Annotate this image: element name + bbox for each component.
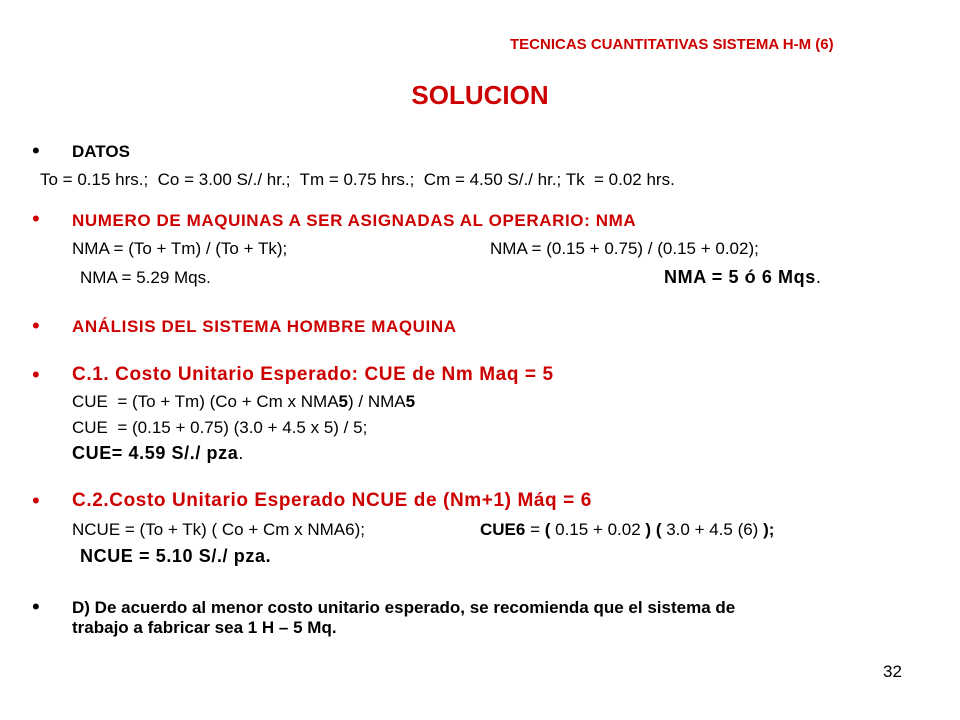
c1-formula-part: 5 — [405, 392, 416, 411]
bullet-icon: • — [32, 362, 40, 387]
bullet-icon: • — [32, 488, 40, 513]
datos-values: To = 0.15 hrs.; Co = 3.00 S/./ hr.; Tm = 0.75 hrs.; Cm = 4.50 S/./ hr.; Tk = 0.02 hrs. — [40, 170, 675, 189]
nma-heading: NUMERO DE MAQUINAS A SER ASIGNADAS AL OPERARIO: NMA — [72, 211, 637, 230]
c1-substitution: CUE = (0.15 + 0.75) (3.0 + 4.5 x 5) / 5; — [72, 418, 368, 437]
page-number: 32 — [883, 662, 902, 681]
c2-heading: C.2.Costo Unitario Esperado NCUE de (Nm+1) Máq = 6 — [72, 490, 592, 511]
c1-formula-part: 5 — [338, 392, 348, 411]
c1-heading: C.1. Costo Unitario Esperado: CUE de Nm Maq = 5 — [72, 364, 554, 385]
c2-formula: NCUE = (To + Tk) ( Co + Cm x NMA6); — [72, 520, 365, 539]
bullet-icon: • — [32, 594, 40, 619]
c2-sub-part: ) — [645, 520, 652, 539]
conclusion-line-2: trabajo a fabricar sea 1 H – 5 Mq. — [72, 618, 337, 637]
analysis-heading: ANÁLISIS DEL SISTEMA HOMBRE MAQUINA — [72, 317, 457, 336]
bullet-icon: • — [32, 138, 40, 163]
c2-sub-part: CUE6 — [480, 520, 526, 539]
c1-result-end: . — [238, 443, 244, 463]
c1-result — [72, 443, 243, 464]
header-title: TECNICAS CUANTITATIVAS SISTEMA H-M (6) — [510, 36, 834, 53]
nma-result: NMA = 5.29 Mqs. — [80, 268, 211, 287]
c2-sub-part: ( — [544, 520, 551, 539]
conclusion-line-1: D) De acuerdo al menor costo unitario esperado, se recomienda que el sistema de — [72, 598, 736, 617]
c2-sub-part: = — [525, 520, 545, 539]
c2-sub-part: 3.0 + 4.5 (6) — [661, 520, 764, 539]
page-title: SOLUCION — [411, 80, 549, 110]
nma-formula: NMA = (To + Tm) / (To + Tk); — [72, 239, 288, 258]
c1-formula-part: CUE = (To + Tm) (Co + Cm x NMA — [72, 392, 339, 411]
bullet-icon: • — [32, 206, 40, 231]
nma-conclusion-value: NMA = 5 ó 6 Mqs — [664, 267, 816, 287]
c2-substitution — [480, 520, 774, 540]
datos-label: DATOS — [72, 142, 130, 161]
c2-sub-part: 0.15 + 0.02 — [550, 520, 646, 539]
c1-formula — [72, 392, 415, 412]
c1-formula-part: ) / NMA — [348, 392, 406, 411]
c2-sub-part: ( — [655, 520, 662, 539]
c2-sub-part: ); — [763, 520, 775, 539]
nma-substitution: NMA = (0.15 + 0.75) / (0.15 + 0.02); — [490, 239, 759, 258]
c2-result: NCUE = 5.10 S/./ pza. — [80, 546, 272, 566]
bullet-icon: • — [32, 313, 40, 338]
nma-conclusion — [664, 267, 821, 288]
c1-result-value: CUE= 4.59 S/./ pza — [72, 443, 239, 463]
nma-conclusion-end: . — [815, 267, 821, 287]
